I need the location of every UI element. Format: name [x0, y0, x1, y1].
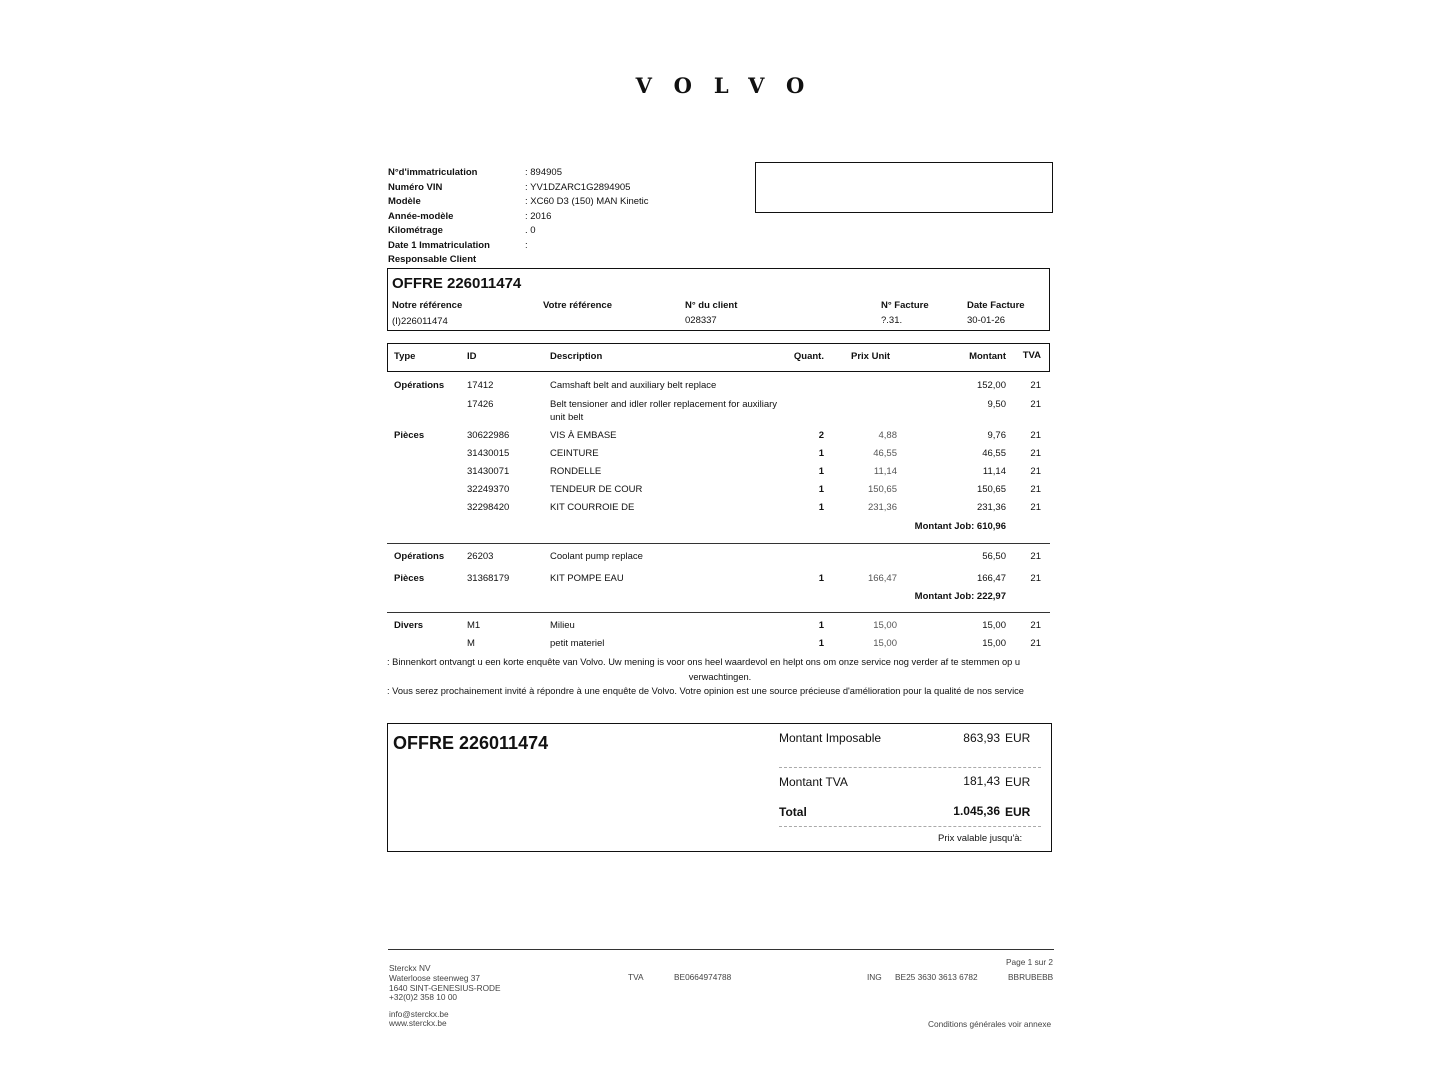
taxable-amount-value: 863,93: [963, 731, 1000, 745]
page-number: Page 1 sur 2: [1006, 957, 1054, 967]
cell-type: Divers: [394, 620, 424, 631]
cell-qty: 1: [818, 484, 824, 495]
vehicle-field-label: Modèle: [388, 196, 421, 207]
offer-title: OFFRE 226011474: [392, 275, 522, 292]
cell-desc: Camshaft belt and auxiliary belt replace: [550, 380, 717, 391]
cell-unit: 15,00: [873, 620, 897, 631]
survey-note-nl-cont: verwachtingen.: [688, 672, 752, 682]
cell-type: Opérations: [394, 551, 445, 562]
cell-id: 31430071: [467, 466, 510, 477]
cell-vat: 21: [1030, 638, 1041, 649]
cell-vat: 21: [1030, 466, 1041, 477]
cell-amount: 9,50: [987, 399, 1006, 410]
address-box: [755, 162, 1053, 213]
cell-desc: Milieu: [550, 620, 575, 631]
company-phone: +32(0)2 358 10 00: [389, 992, 458, 1002]
cell-vat: 21: [1030, 502, 1041, 513]
summary-divider: [779, 767, 1041, 768]
cell-id: 17412: [467, 380, 494, 391]
cell-unit: 166,47: [867, 573, 897, 584]
total-label: Total: [779, 805, 807, 819]
cell-id: 31430015: [467, 448, 510, 459]
cell-id: 32249370: [467, 484, 510, 495]
vehicle-field-label: Date 1 Immatriculation: [388, 239, 490, 251]
conditions-note: Conditions générales voir annexe: [928, 1019, 1052, 1029]
vehicle-field-value: : 894905: [525, 167, 562, 178]
footer-vat-number: BE0664974788: [674, 972, 732, 982]
cell-vat: 21: [1030, 399, 1041, 410]
cell-desc: TENDEUR DE COUR: [550, 484, 643, 495]
cell-id: 30622986: [467, 430, 510, 441]
taxable-amount-currency: EUR: [1005, 731, 1031, 745]
footer-vat-label: TVA: [628, 972, 644, 982]
cell-desc: VIS À EMBASE: [550, 430, 617, 441]
col-description-header: Description: [550, 351, 603, 362]
cell-qty: 2: [818, 430, 824, 441]
cell-id: 31368179: [467, 573, 510, 584]
cell-qty: 1: [818, 466, 824, 477]
vehicle-field-label: Kilométrage: [388, 225, 443, 236]
cell-unit: 46,55: [873, 448, 897, 459]
cell-desc: Belt tensioner and idler roller replacement for auxiliary: [550, 399, 778, 410]
col-vat-header: TVA: [1022, 350, 1041, 361]
cell-amount: 56,50: [982, 551, 1006, 562]
our-reference-value: (I)226011474: [392, 316, 448, 327]
cell-vat: 21: [1030, 484, 1041, 495]
vat-amount-value: 181,43: [963, 774, 1000, 788]
invoice-number-label: N° Facture: [881, 300, 929, 311]
vat-amount-currency: EUR: [1005, 775, 1031, 789]
footer-rule: [388, 949, 1054, 950]
cell-id: 26203: [467, 551, 494, 562]
col-quantity-header: Quant.: [793, 351, 824, 362]
cell-unit: 150,65: [867, 484, 897, 495]
cell-vat: 21: [1030, 573, 1041, 584]
cell-desc: KIT COURROIE DE: [550, 502, 635, 513]
cell-unit: 15,00: [873, 638, 897, 649]
cell-unit: 4,88: [878, 430, 897, 441]
cell-qty: 1: [818, 638, 824, 649]
invoice-number-value: ?.31.: [881, 315, 903, 326]
cell-desc: KIT POMPE EAU: [550, 573, 624, 584]
cell-desc: RONDELLE: [550, 466, 602, 477]
vehicle-field-label: Responsable Client: [388, 254, 477, 265]
vehicle-field-value: : 2016: [525, 210, 552, 222]
cell-unit: 231,36: [867, 502, 897, 513]
job-total: Montant Job: 610,96: [914, 521, 1006, 532]
cell-amount: 166,47: [976, 573, 1006, 584]
cell-amount: 150,65: [976, 484, 1006, 495]
footer-bic: BBRUBEBB: [1008, 972, 1054, 982]
cell-desc: petit materiel: [550, 638, 605, 649]
company-name: Sterckx NV: [389, 963, 431, 973]
client-number-label: N° du client: [685, 300, 738, 311]
summary-divider-2: [779, 826, 1041, 827]
cell-amount: 9,76: [987, 430, 1006, 441]
total-currency: EUR: [1005, 805, 1031, 819]
volvo-logo: VOLVO: [635, 73, 827, 98]
cell-id: M1: [467, 620, 481, 631]
client-number-value: 028337: [685, 315, 717, 326]
company-street: Waterloose steenweg 37: [389, 973, 481, 983]
cell-id: 17426: [467, 399, 494, 410]
cell-qty: 1: [818, 502, 824, 513]
your-reference-label: Votre référence: [543, 300, 612, 311]
cell-vat: 21: [1030, 380, 1041, 391]
cell-amount: 11,14: [982, 466, 1006, 477]
vehicle-field-value: : YV1DZARC1G2894905: [525, 181, 631, 193]
price-valid-until: Prix valable jusqu'à:: [938, 833, 1023, 844]
cell-type: Pièces: [394, 430, 425, 441]
job-total: Montant Job: 222,97: [914, 591, 1006, 602]
group-separator: [387, 543, 1050, 544]
group-separator: [387, 612, 1050, 613]
cell-qty: 1: [818, 620, 824, 631]
col-amount-header: Montant: [969, 351, 1006, 362]
vehicle-field-value: :: [525, 239, 528, 251]
vehicle-field-label: N°d'immatriculation: [388, 167, 478, 178]
cell-amount: 231,36: [976, 502, 1006, 513]
vehicle-field-label: Année-modèle: [388, 210, 454, 222]
cell-id: 32298420: [467, 502, 510, 513]
company-city: 1640 SINT-GENESIUS-RODE: [389, 983, 501, 993]
footer-iban: BE25 3630 3613 6782: [895, 972, 978, 982]
vehicle-field-label: Numéro VIN: [388, 181, 443, 193]
survey-note-nl: : Binnenkort ontvangt u een korte enquête van Volvo. Uw mening is voor ons heel waardevol en helpt ons om onze service nog verder af te stemmen op u: [387, 657, 1021, 667]
cell-desc: CEINTURE: [550, 448, 599, 459]
total-value: 1.045,36: [953, 804, 1000, 818]
cell-amount: 15,00: [982, 638, 1006, 649]
cell-vat: 21: [1030, 430, 1041, 441]
summary-offer-title: OFFRE 226011474: [393, 733, 549, 753]
col-type-header: Type: [394, 351, 416, 362]
cell-desc: Coolant pump replace: [550, 551, 643, 562]
cell-qty: 1: [818, 448, 824, 459]
cell-id: M: [467, 638, 475, 649]
footer-bank-label: ING: [867, 972, 882, 982]
invoice-date-value: 30-01-26: [967, 315, 1006, 326]
cell-vat: 21: [1030, 448, 1041, 459]
company-email[interactable]: info@sterckx.be: [389, 1009, 449, 1019]
cell-type: Pièces: [394, 573, 425, 584]
vat-amount-label: Montant TVA: [779, 775, 848, 789]
cell-desc-continued: unit belt: [550, 412, 584, 423]
our-reference-label: Notre référence: [392, 300, 463, 311]
col-id-header: ID: [467, 351, 477, 362]
taxable-amount-label: Montant Imposable: [779, 731, 882, 745]
cell-unit: 11,14: [873, 466, 897, 477]
vehicle-field-value: . 0: [525, 225, 536, 236]
cell-type: Opérations: [394, 380, 445, 391]
cell-amount: 46,55: [982, 448, 1006, 459]
cell-vat: 21: [1030, 620, 1041, 631]
company-website[interactable]: www.sterckx.be: [389, 1018, 447, 1028]
cell-amount: 15,00: [982, 620, 1006, 631]
survey-note-fr: : Vous serez prochainement invité à répondre à une enquête de Volvo. Votre opinion est une source précieuse d'amélioration pour la qualité de nos service: [387, 686, 1024, 696]
col-unit-price-header: Prix Unit: [851, 351, 891, 362]
vehicle-field-value: : XC60 D3 (150) MAN Kinetic: [525, 196, 649, 207]
cell-qty: 1: [818, 573, 824, 584]
cell-amount: 152,00: [976, 380, 1006, 391]
cell-vat: 21: [1030, 551, 1041, 562]
invoice-date-label: Date Facture: [967, 300, 1025, 311]
